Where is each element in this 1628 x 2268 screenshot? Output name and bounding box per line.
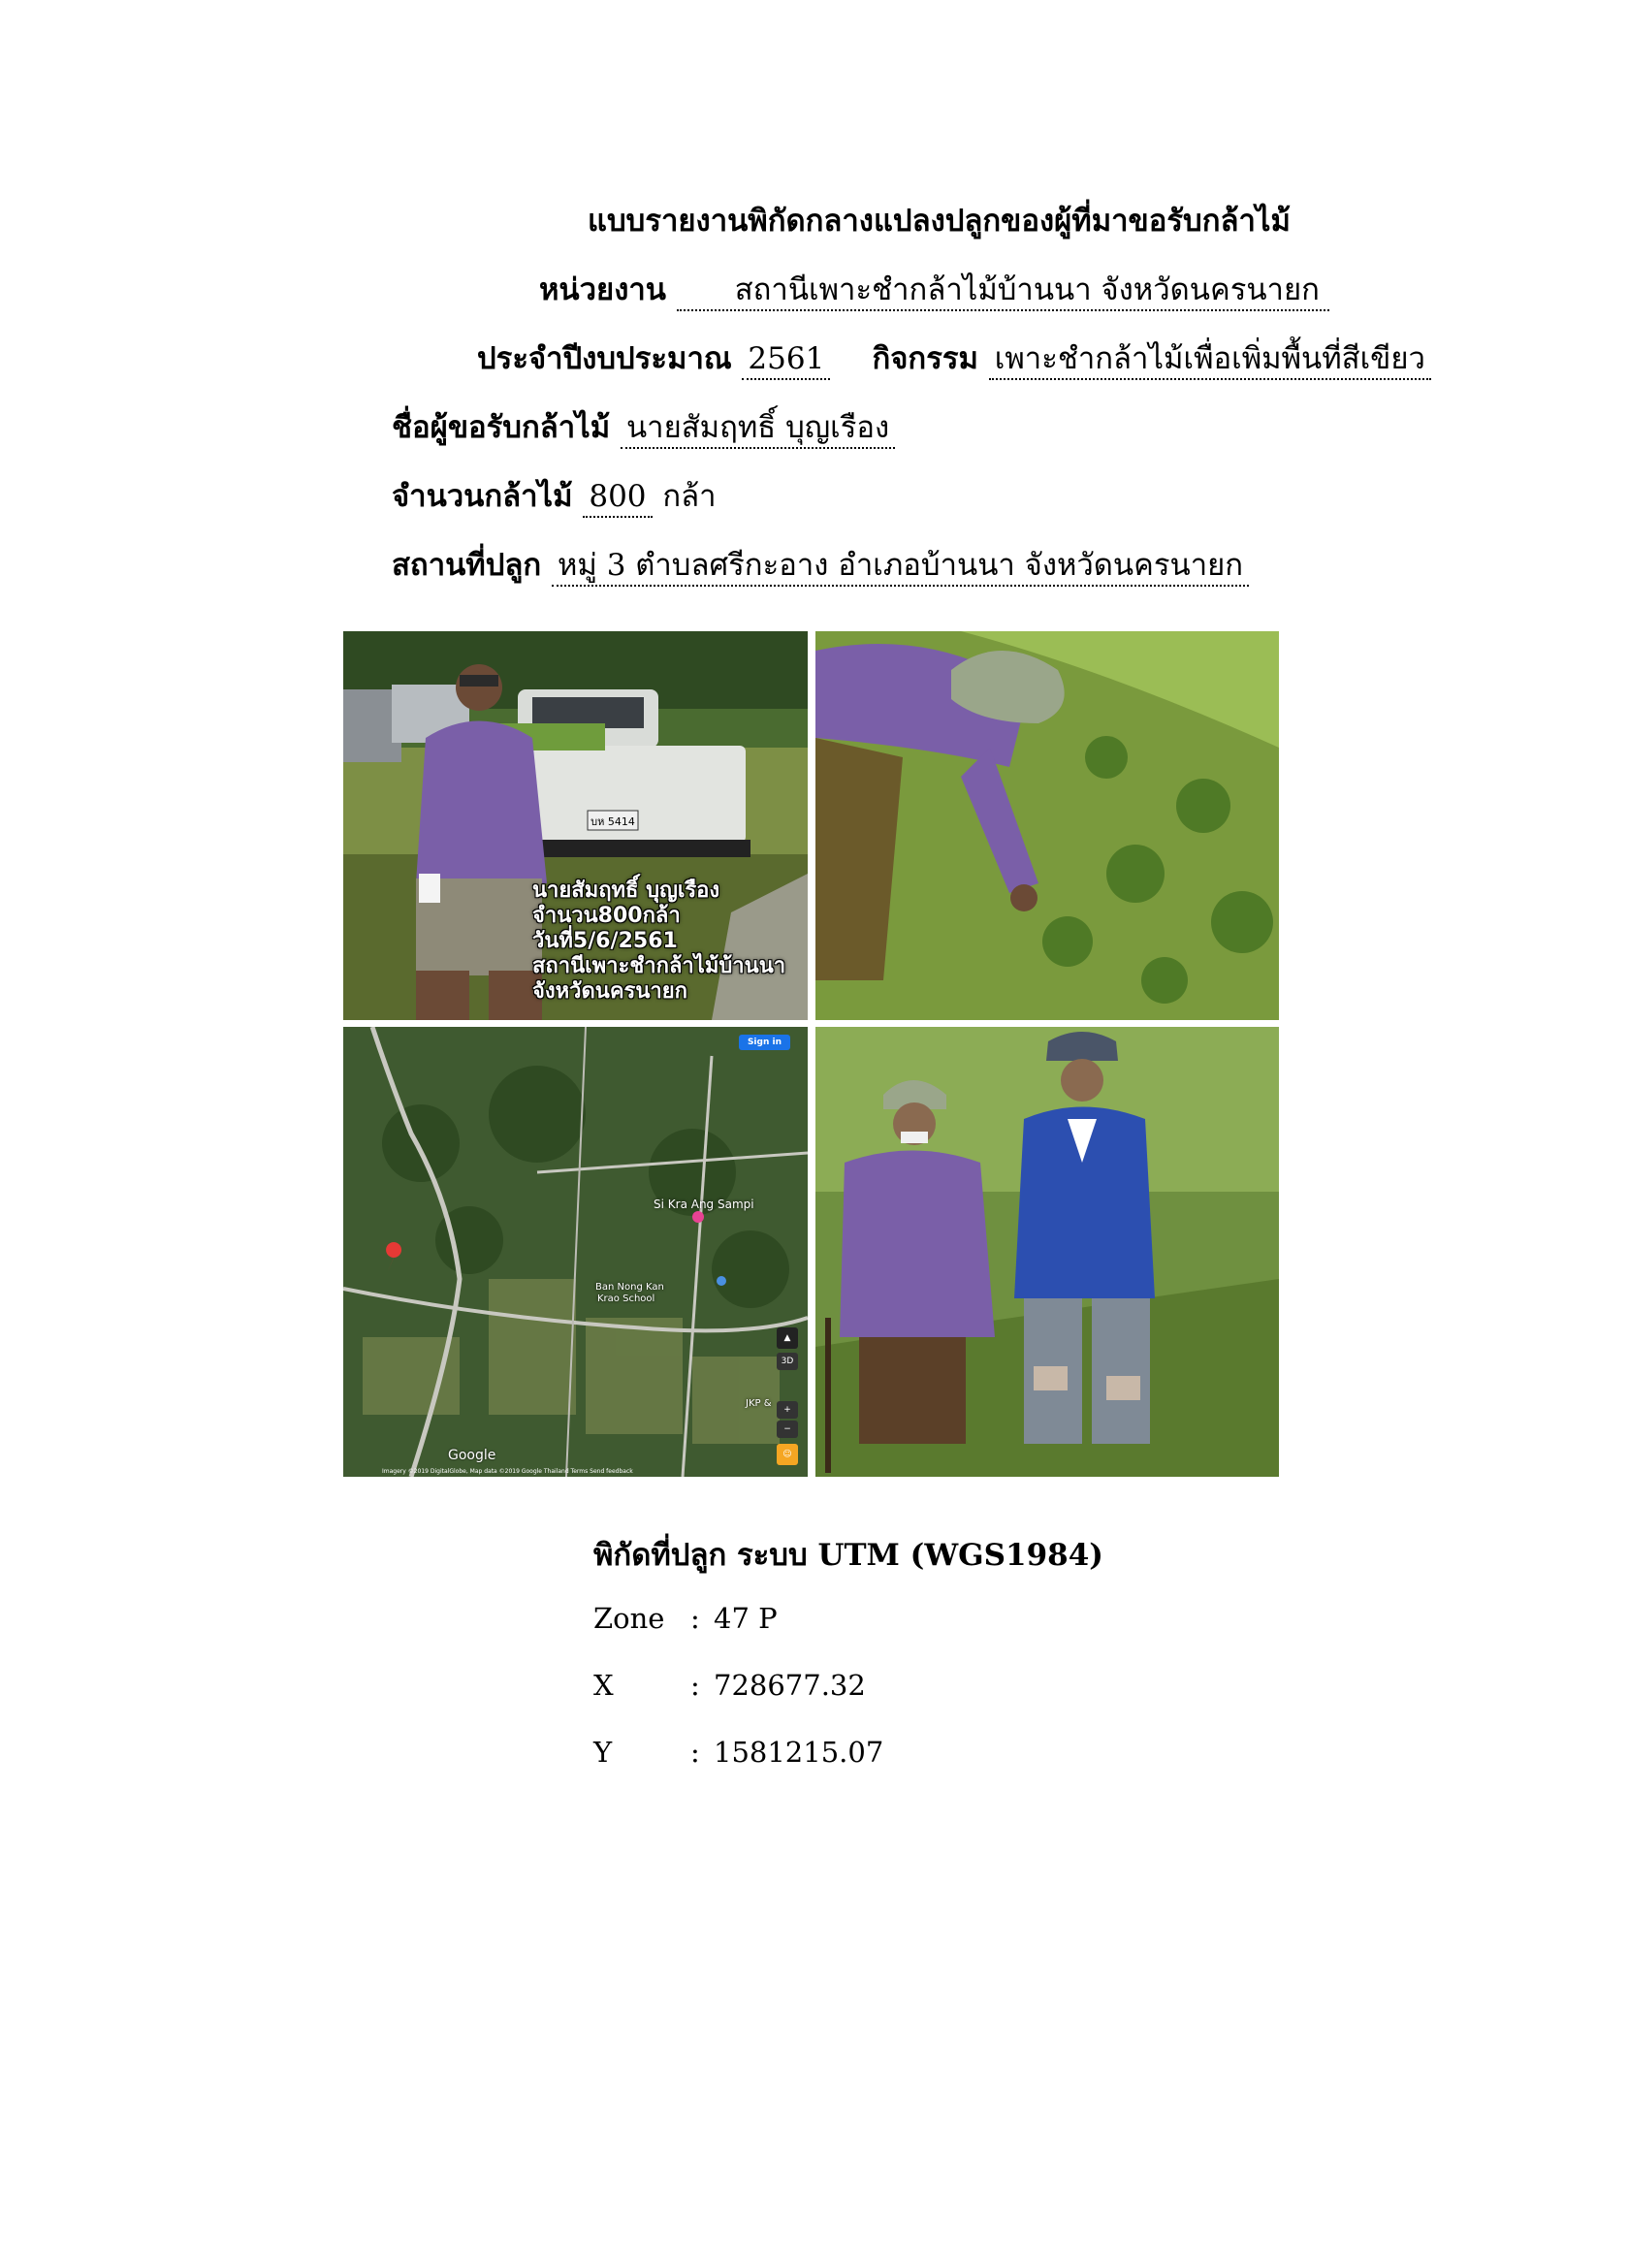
map-pegman-icon[interactable]: ☺ (777, 1444, 798, 1465)
recipient-name-line (392, 408, 895, 449)
map-sign-in-button[interactable]: Sign in (739, 1035, 790, 1050)
coordinate-key: X (593, 1669, 614, 1702)
photo-two-men (815, 1027, 1279, 1477)
activity-value: เพาะชำกล้าไม้เพื่อเพิ่มพื้นที่สีเขียว (989, 339, 1431, 380)
google-logo: Google (448, 1448, 496, 1463)
coordinate-row-y (593, 1736, 883, 1769)
photo-satellite-map (343, 1027, 808, 1477)
fiscal-activity-line (477, 339, 1431, 380)
coordinate-row-zone (593, 1602, 778, 1635)
caption-line: นายสัมฤทธิ์ บุญเรือง (532, 878, 720, 903)
photo-caption (532, 878, 785, 1005)
coordinates-title: พิกัดที่ปลูก ระบบ UTM (WGS1984) (593, 1538, 1103, 1573)
coordinate-key: Y (593, 1736, 613, 1769)
recipient-name-label: ชื่อผู้ขอรับกล้าไม้ (392, 410, 611, 445)
map-compass-control[interactable]: ▲ (777, 1327, 798, 1349)
fiscal-year-label: ประจำปีงบประมาณ (477, 341, 732, 376)
caption-line: วันที่5/6/2561 (532, 929, 678, 953)
agency-value: สถานีเพาะชำกล้าไม้บ้านนา จังหวัดนครนายก (677, 271, 1329, 311)
planting-location-label: สถานที่ปลูก (392, 548, 542, 583)
map-label-bannongkan: Ban Nong Kan (595, 1282, 664, 1293)
coordinate-value: 1581215.07 (714, 1736, 884, 1769)
caption-line: จำนวน800กล้า (532, 904, 681, 928)
agency-line (539, 271, 1329, 311)
coordinate-colon: : (690, 1736, 700, 1769)
map-label-sikraang: Si Kra Ang Sampi (654, 1198, 754, 1211)
coordinate-row-x (593, 1669, 866, 1702)
caption-line: จังหวัดนครนายก (532, 979, 687, 1004)
seedling-count-value: 800 (583, 477, 652, 518)
map-zoom-out-button[interactable]: − (777, 1421, 798, 1438)
fiscal-year-value: 2561 (742, 339, 830, 380)
seedling-count-unit: กล้า (662, 479, 717, 514)
agency-label: หน่วยงาน (539, 272, 666, 307)
planting-location-line (392, 546, 1249, 587)
map-zoom-in-button[interactable]: + (777, 1401, 798, 1419)
seedling-count-line (392, 477, 717, 518)
photo-planting (815, 631, 1279, 1020)
caption-line: สถานีเพาะชำกล้าไม้บ้านนา (532, 954, 786, 978)
seedling-count-label: จำนวนกล้าไม้ (392, 479, 573, 514)
planting-location-value: หมู่ 3 ตำบลศรีกะอาง อำเภอบ้านนา จังหวัดนครนายก (552, 546, 1249, 587)
coordinate-key: Zone (593, 1602, 665, 1635)
report-title: แบบรายงานพิกัดกลางแปลงปลูกของผู้ที่มาขอรับกล้าไม้ (588, 204, 1291, 239)
coordinate-colon: : (690, 1669, 700, 1702)
coordinate-colon: : (690, 1602, 700, 1635)
activity-label: กิจกรรม (872, 341, 978, 376)
map-attribution: Imagery ©2019 DigitalGlobe, Map data ©2019 Google Thailand Terms Send feedback (382, 1468, 633, 1475)
coordinate-value: 728677.32 (714, 1669, 866, 1702)
map-label-kraoschool: Krao School (597, 1294, 655, 1304)
plate-text: บห 5414 (591, 815, 635, 828)
coordinate-value: 47 P (714, 1602, 778, 1635)
map-label-jkp: JKP & (746, 1398, 772, 1409)
photo-recipient-with-truck (343, 631, 808, 1020)
map-3d-control[interactable]: 3D (777, 1353, 798, 1370)
recipient-name-value: นายสัมฤทธิ์ บุญเรือง (621, 408, 895, 449)
